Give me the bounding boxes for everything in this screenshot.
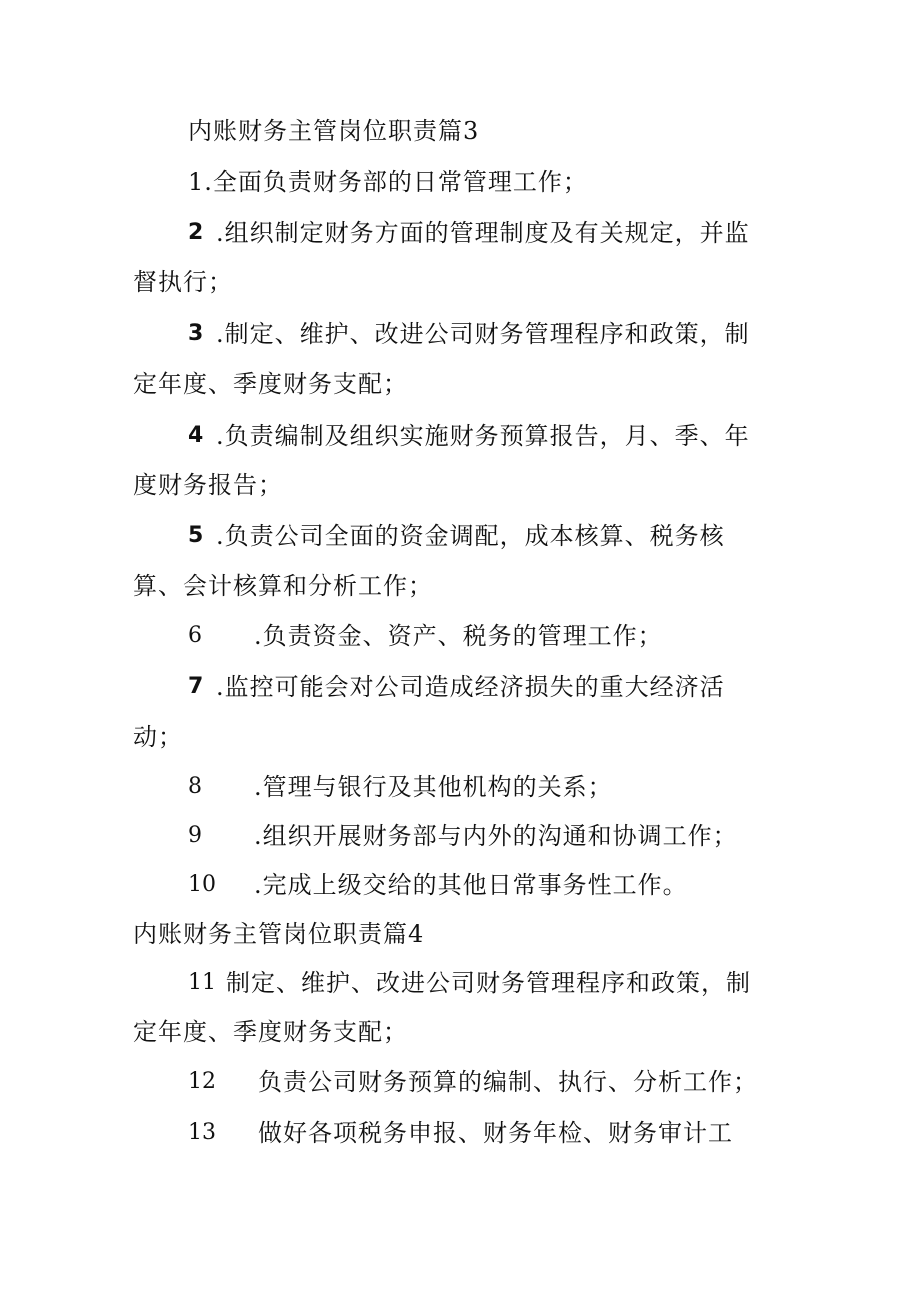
list-item-1: 1.全面负责财务部的日常管理工作； bbox=[188, 168, 588, 196]
list-item-3-line2: 定年度、季度财务支配； bbox=[133, 370, 408, 398]
item-number-10: 10 bbox=[188, 872, 216, 897]
item-number-12: 12 bbox=[188, 1069, 216, 1094]
list-item-12: 负责公司财务预算的编制、执行、分析工作； bbox=[258, 1068, 758, 1096]
item-number-13: 13 bbox=[188, 1120, 216, 1145]
list-item-13: 做好各项税务申报、财务年检、财务审计工 bbox=[258, 1119, 733, 1147]
item-number-5: 5 bbox=[188, 523, 204, 548]
list-item-4-line1: .负责编制及组织实施财务预算报告，月、季、年 bbox=[216, 422, 750, 450]
list-item-6: .负责资金、资产、税务的管理工作； bbox=[254, 622, 663, 650]
list-item-2-line1: .组织制定财务方面的管理制度及有关规定，并监 bbox=[216, 219, 750, 247]
list-item-8: .管理与银行及其他机构的关系； bbox=[254, 773, 613, 801]
item-number-11: 11 bbox=[188, 970, 216, 995]
list-item-7-line1: .监控可能会对公司造成经济损失的重大经济活 bbox=[216, 673, 725, 701]
list-item-7-line2: 动； bbox=[133, 723, 183, 751]
item-number-3: 3 bbox=[188, 321, 204, 346]
list-item-11-line1: 制定、维护、改进公司财务管理程序和政策，制 bbox=[226, 969, 751, 997]
section-heading-4: 内账财务主管岗位职责篇4 bbox=[133, 920, 425, 948]
list-item-5-line1: .负责公司全面的资金调配，成本核算、税务核 bbox=[216, 522, 725, 550]
item-number-9: 9 bbox=[188, 823, 202, 848]
list-item-2-line2: 督执行； bbox=[133, 268, 233, 296]
list-item-5-line2: 算、会计核算和分析工作； bbox=[133, 572, 433, 600]
list-item-4-line2: 度财务报告； bbox=[133, 471, 283, 499]
item-number-2: 2 bbox=[188, 220, 204, 245]
item-number-7: 7 bbox=[188, 674, 204, 699]
list-item-3-line1: .制定、维护、改进公司财务管理程序和政策，制 bbox=[216, 320, 750, 348]
section-heading-3: 内账财务主管岗位职责篇3 bbox=[188, 117, 480, 145]
list-item-9: .组织开展财务部与内外的沟通和协调工作； bbox=[254, 822, 738, 850]
item-number-8: 8 bbox=[188, 774, 202, 799]
item-number-4: 4 bbox=[188, 423, 204, 448]
list-item-11-line2: 定年度、季度财务支配； bbox=[133, 1018, 408, 1046]
item-number-6: 6 bbox=[188, 623, 202, 648]
list-item-10: .完成上级交给的其他日常事务性工作。 bbox=[254, 871, 688, 899]
